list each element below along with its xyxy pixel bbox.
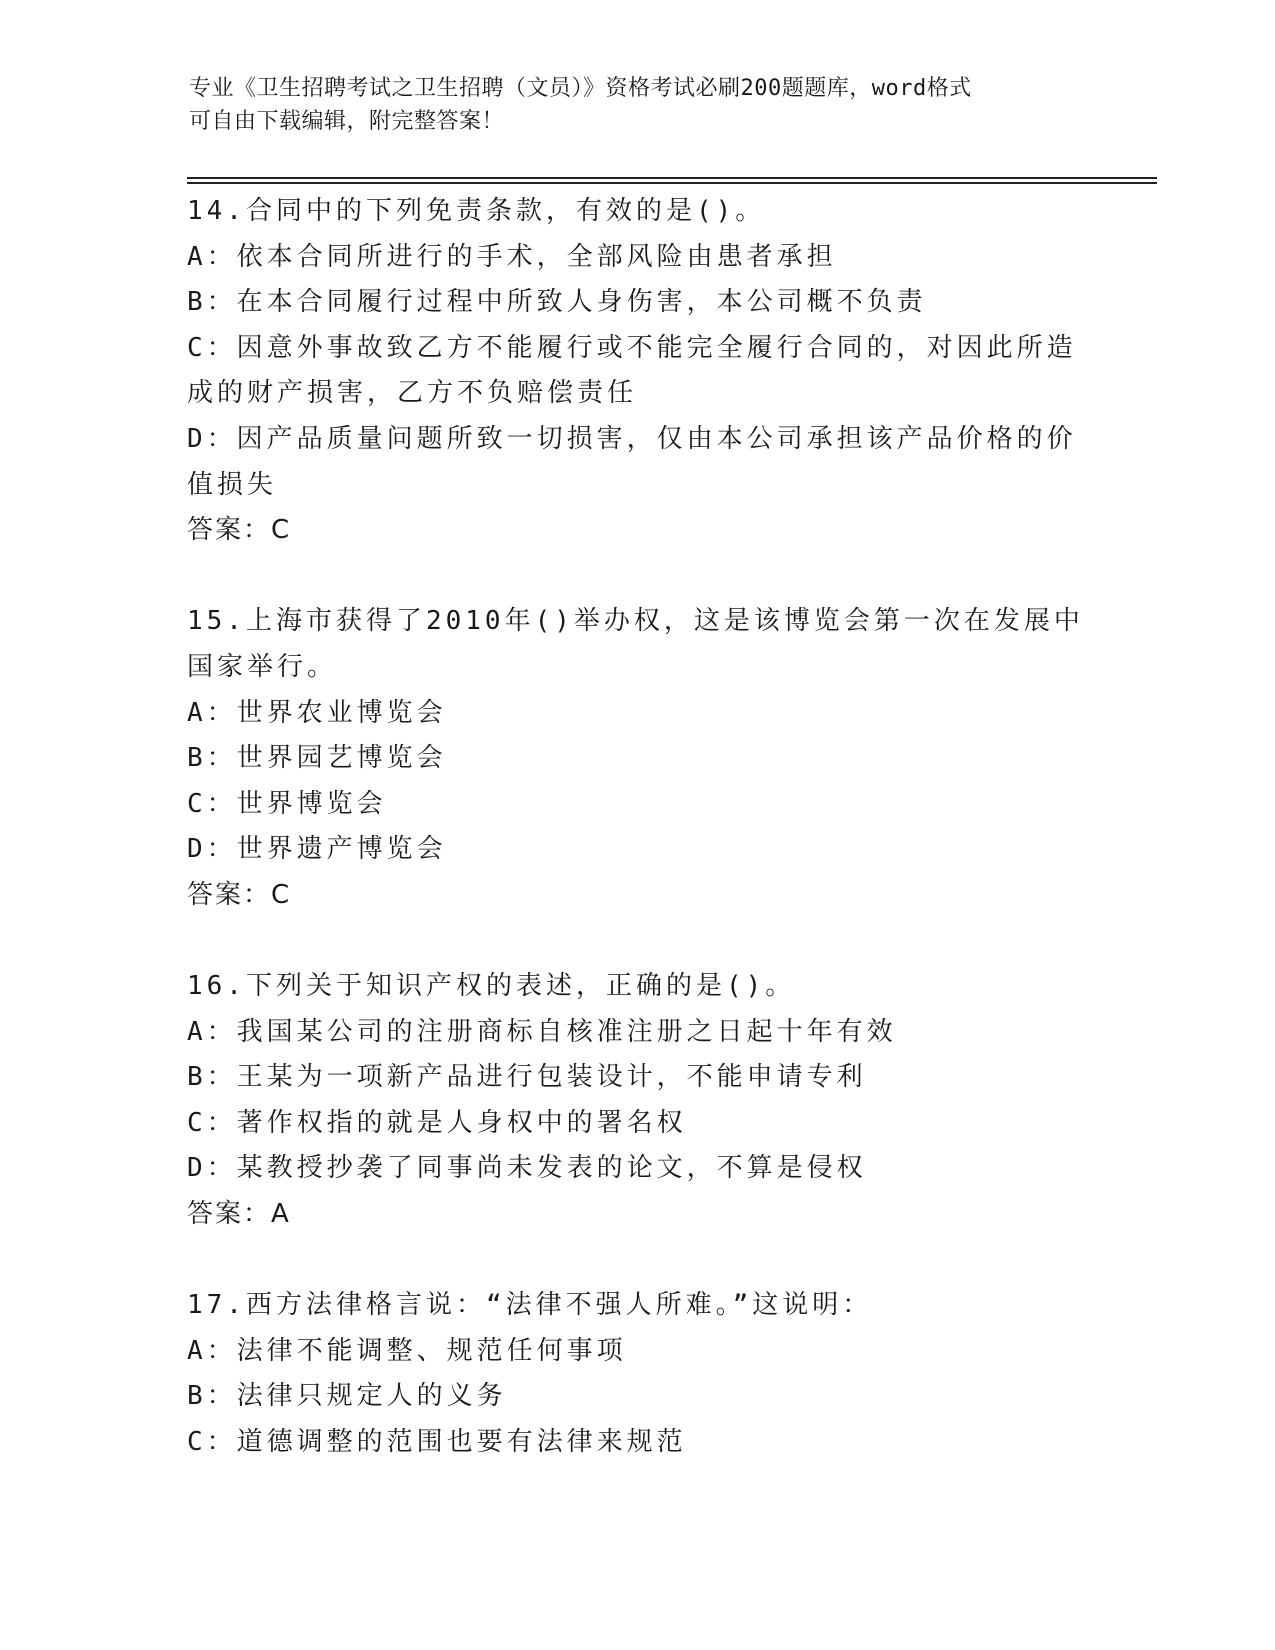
option-c: C：因意外事故致乙方不能履行或不能完全履行合同的，对因此所造成的财产损害，乙方不负赔偿责任 (187, 332, 1077, 409)
question-17 (187, 1283, 1087, 1465)
spacer (187, 1238, 1087, 1284)
option-d: D：世界遗产博览会 (187, 834, 447, 865)
option-c: C：著作权指的就是人身权中的署名权 (187, 1107, 687, 1138)
question-list (187, 189, 1087, 1466)
option-b: B：法律只规定人的义务 (187, 1381, 507, 1412)
answer: 答案：A (187, 1199, 291, 1230)
option-b: B：在本合同履行过程中所致人身伤害，本公司概不负责 (187, 287, 927, 318)
option-d: D：某教授抄袭了同事尚未发表的论文，不算是侵权 (187, 1153, 867, 1184)
question-15 (187, 599, 1087, 918)
option-c: C：世界博览会 (187, 788, 387, 819)
question-stem: 17.西方法律格言说：“法律不强人所难。”这说明： (187, 1290, 873, 1321)
header-line-1: 专业《卫生招聘考试之卫生招聘（文员）》资格考试必刷200题题库，word格式 (189, 76, 972, 101)
option-b: B：世界园艺博览会 (187, 743, 447, 774)
header-rule-top (187, 177, 1157, 179)
spacer (187, 554, 1087, 600)
option-a: A：法律不能调整、规范任何事项 (187, 1335, 627, 1366)
option-d: D：因产品质量问题所致一切损害，仅由本公司承担该产品价格的价值损失 (187, 423, 1077, 500)
option-a: A：世界农业博览会 (187, 697, 447, 728)
question-stem: 14.合同中的下列免责条款，有效的是()。 (187, 196, 766, 226)
header-rule-bottom (187, 182, 1157, 184)
spacer (187, 919, 1087, 965)
answer: 答案：C (187, 515, 292, 546)
option-b: B：王某为一项新产品进行包装设计，不能申请专利 (187, 1062, 867, 1093)
option-c: C：道德调整的范围也要有法律来规范 (187, 1427, 687, 1458)
question-14 (187, 189, 1087, 554)
document-header (189, 72, 1089, 138)
answer: 答案：C (187, 879, 292, 910)
question-stem: 16.下列关于知识产权的表述，正确的是()。 (187, 971, 796, 1002)
option-a: A：依本合同所进行的手术，全部风险由患者承担 (187, 241, 837, 272)
option-a: A：我国某公司的注册商标自核准注册之日起十年有效 (187, 1016, 897, 1047)
question-16 (187, 964, 1087, 1238)
header-line-2: 可自由下载编辑，附完整答案！ (189, 109, 505, 134)
question-stem: 15.上海市获得了2010年()举办权，这是该博览会第一次在发展中国家举行。 (187, 606, 1084, 682)
